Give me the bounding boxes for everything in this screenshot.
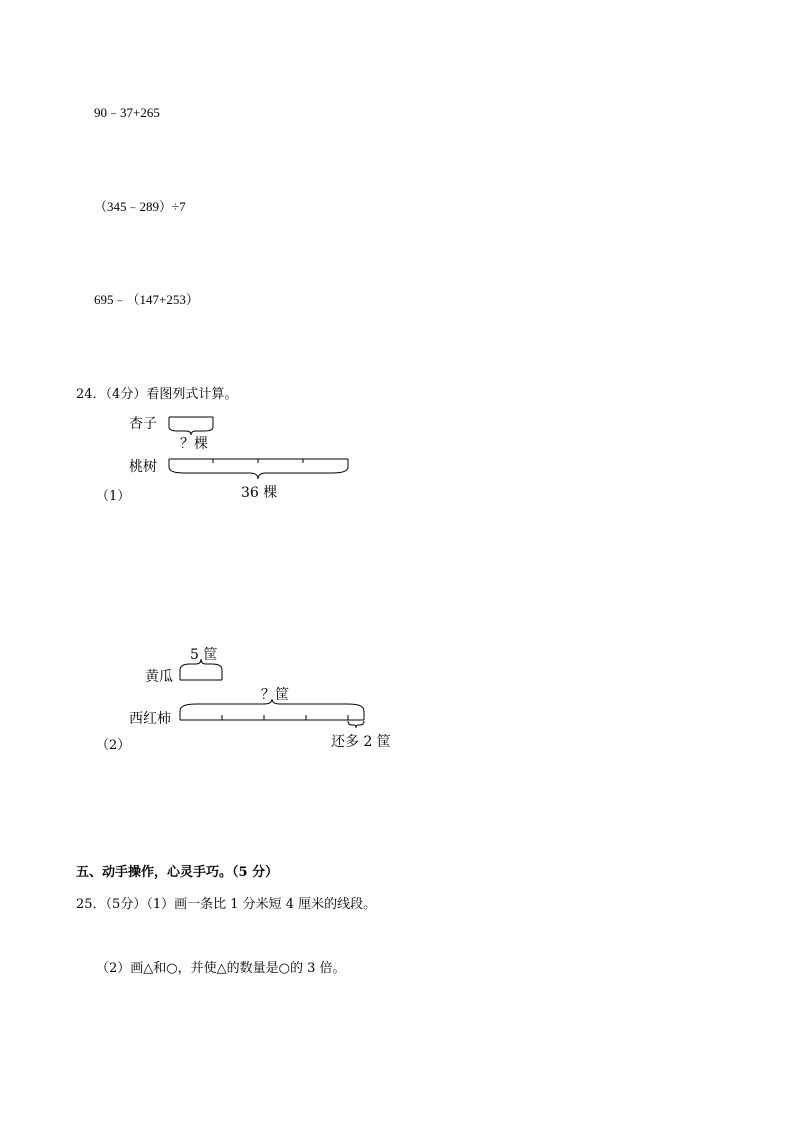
label-peach: 桃树 (129, 459, 157, 475)
label-peach-total: 36 棵 (241, 485, 278, 501)
question-25-part-1: 25．（5分）（1）画一条比 1 分米短 4 厘米的线段。 (76, 897, 377, 912)
expression-1: 90﹣37+265 (94, 105, 160, 120)
label-apricot-unknown: ？棵 (180, 436, 208, 452)
expression-3: 695﹣（147+253） (94, 292, 199, 307)
part-2-number: （2） (96, 738, 131, 753)
label-apricot: 杏子 (129, 416, 157, 432)
part-1-number: （1） (96, 489, 131, 504)
question-24-title: 24．（4分）看图列式计算。 (76, 387, 238, 402)
question-25-part-2: （2）画△和○，并使△的数量是○的 3 倍。 (96, 961, 346, 976)
label-tomato-unknown: ？筐 (261, 687, 289, 703)
section-5-heading: 五、动手操作，心灵手巧。（5 分） (76, 865, 279, 880)
label-tomato: 西红柿 (129, 711, 171, 727)
label-cucumber-value: 5 筐 (190, 647, 218, 663)
label-cucumber: 黄瓜 (145, 669, 173, 685)
expression-2: （345﹣289）÷7 (94, 199, 186, 214)
label-tomato-extra: 还多 2 筐 (331, 734, 391, 750)
